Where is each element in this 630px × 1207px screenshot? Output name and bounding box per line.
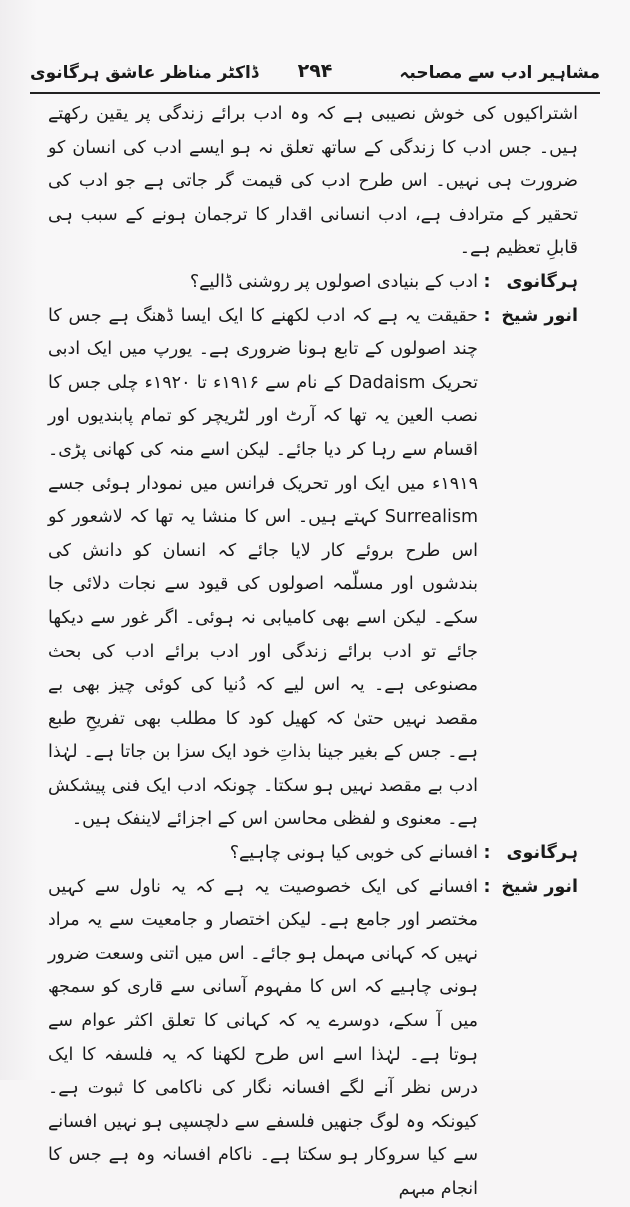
- speaker-label: انور شیخ: [501, 305, 578, 326]
- question-text: افسانے کی خوبی کیا ہونی چاہیے؟: [229, 843, 478, 864]
- interviewee-name: ڈاکٹر مناظر عاشق ہرگانوی: [30, 63, 259, 83]
- separator: :: [483, 271, 491, 292]
- page-number: ۲۹۴: [297, 60, 333, 82]
- paragraph-intro: اشتراکیوں کی خوش نصیبی ہے کہ وہ ادب برائے زندگی پر یقین رکھتے ہیں۔ جس ادب کا زندگی کے ساتھ تعلق نہ ہو ایسے ادب کی انسان کو ضرورت ہی نہیں۔ اس طرح ادب کی قیمت گر جاتی ہے جو ادب کی تحقیر کے مترادف ہے، ادب انسانی اقدار کا ترجمان ہونے کے سبب ہی قابلِ تعظیم ہے۔: [48, 104, 578, 259]
- separator: :: [483, 876, 491, 897]
- question-1: [48, 266, 578, 300]
- separator: :: [483, 843, 491, 864]
- answer-1: [48, 300, 578, 838]
- answer-text: افسانے کی ایک خصوصیت یہ ہے کہ یہ ناول سے کہیں مختصر اور جامع ہے۔ لیکن اختصار و جامعیت سے یہ مراد نہیں کہ کہانی مہمل ہو جائے۔ اس میں اتنی وسعت ضرور ہونی چاہیے کہ اس کا مفہوم آسانی سے قاری کو سمجھ میں آ سکے، دوسرے یہ کہ کہانی کا تعلق اکثر عوام سے ہوتا ہے۔ لہٰذا اسے اس طرح لکھنا کہ یہ فلسفہ کا ایک درس نظر آنے لگے افسانہ نگار کی ناکامی کا ثبوت ہے۔ کیونکہ وہ لوگ جنھیں فلسفے سے دلچسپی ہو نہیں افسانے سے کیا سروکار ہو سکتا ہے۔ ناکام افسانہ وہ ہے جس کا انجام مبہم: [48, 876, 478, 1199]
- speaker-label: ہرگانوی: [506, 843, 578, 864]
- book-title: مشاہیر ادب سے مصاحبہ: [399, 63, 600, 83]
- running-header: [30, 62, 600, 88]
- header-rule: [30, 92, 600, 94]
- speaker-label: انور شیخ: [501, 876, 578, 897]
- page-body: [48, 98, 578, 1199]
- question-text: ادب کے بنیادی اصولوں پر روشنی ڈالیے؟: [189, 271, 478, 292]
- speaker-label: ہرگانوی: [506, 271, 578, 292]
- question-2: [48, 837, 578, 871]
- answer-2: [48, 871, 578, 1207]
- separator: :: [483, 305, 491, 326]
- answer-text: حقیقت یہ ہے کہ ادب لکھنے کا ایک ایسا ڈھنگ ہے جس کا چند اصولوں کے تابع ہونا ضروری ہے۔ یورپ میں ایک ادبی تحریک Dadaism کے نام سے ۱۹۱۶ء تا ۱۹۲۰ء چلی جس کا نصب العین یہ تھا کہ آرٹ اور لٹریچر کو تمام پابندیوں اور اقسام سے رہا کر دیا جائے۔ لیکن اسے منہ کی کھانی پڑی۔ ۱۹۱۹ء میں ایک اور تحریک فرانس میں نمودار ہوئی جسے Surrealism کہتے ہیں۔ اس کا منشا یہ تھا کہ لاشعور کو اس طرح بروئے کار لایا جائے کہ انسان کو دانش کی بندشوں اور مسلّمہ اصولوں کی قیود سے نجات دلائی جا سکے۔ لیکن اسے بھی کامیابی نہ ہوئی۔ اگر غور سے دیکھا جائے تو ادب برائے زندگی اور ادب برائے ادب کی بحث مصنوعی ہے۔ یہ اس لیے کہ دُنیا کی کوئی چیز بھی بے مقصد نہیں حتیٰ کہ کھیل کود کا مطلب بھی تفریحِ طبع ہے۔ جس کے بغیر جینا بذاتِ خود ایک سزا بن جاتا ہے۔ لہٰذا ادب بے مقصد نہیں ہو سکتا۔ چونکہ ادب ایک فنی پیشکش ہے۔ معنوی و لفظی محاسن اس کے اجزائے لاینفک ہیں۔: [48, 305, 479, 830]
